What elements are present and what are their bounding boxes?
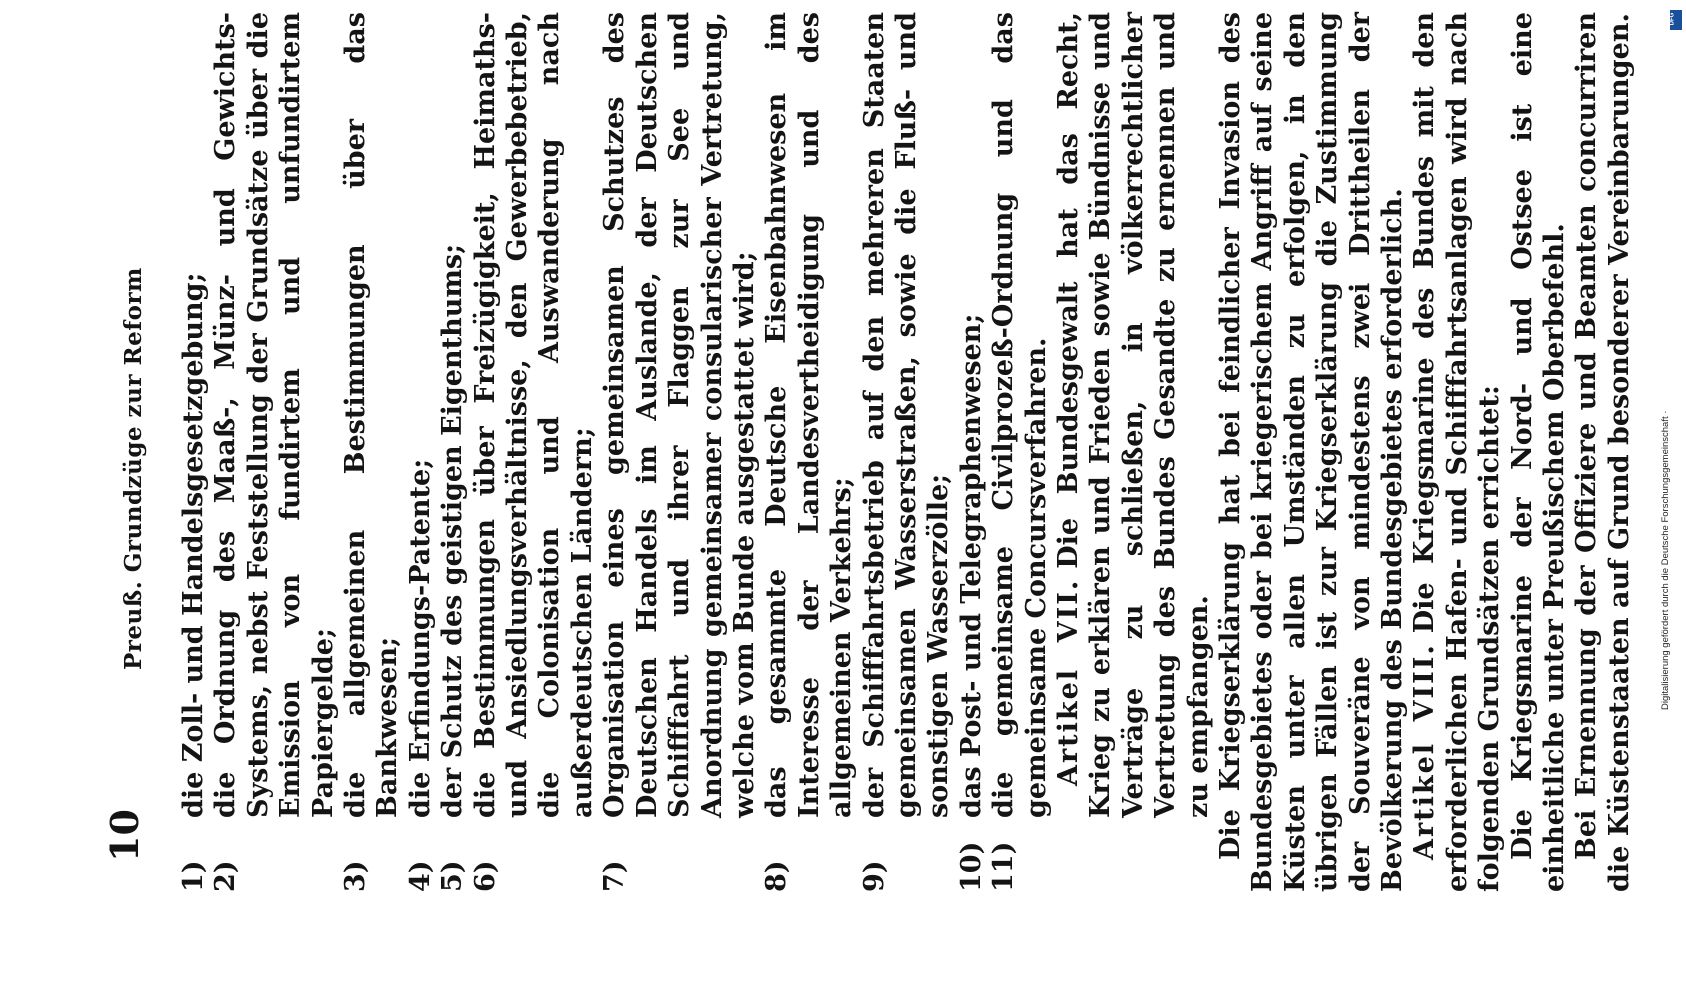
- list-item-text: die Bestimmungen über Freizügigkeit, Heimaths- und Ansiedlungsverhältnisse, den Gewerbebetrieb, die Colonisation und Auswanderung nach außerdeutschen Ländern;: [469, 12, 598, 818]
- list-item: [761, 12, 858, 892]
- dfg-logo: DFG: [1670, 10, 1682, 30]
- list-item-text: Organisation eines gemeinsamen Schutzes des Deutschen Handels im Auslande, der Deutschen Schifffahrt und ihrer Flaggen zur See und Anordnung gemeinsamer consularischer Vertretung, welche vom Bunde ausgestattet wird;: [599, 12, 760, 818]
- page-number: 10: [102, 809, 147, 862]
- list-item-number: 9): [858, 860, 890, 892]
- list-item-text: die Ordnung des Maaß-, Münz- und Gewichts-Systems, nebst Feststellung der Grundsätze über die Emission von fundirtem und unfundirtem Papiergelde;: [210, 12, 339, 818]
- enumerated-list: [178, 12, 1053, 892]
- list-item: [470, 12, 600, 892]
- list-item-text: die Erfindungs-Patente;: [404, 458, 436, 818]
- list-item: [340, 12, 405, 892]
- list-item-number: 3): [340, 860, 372, 892]
- digitization-credit: Digitalisierung gefördert durch die Deutsche Forschungsgemeinschaft ·: [1660, 410, 1671, 710]
- list-item: [210, 12, 340, 892]
- list-item: [437, 12, 469, 892]
- list-item-text: die allgemeinen Bestimmungen über das Bankwesen;: [340, 12, 404, 818]
- list-item-number: 1): [178, 860, 209, 892]
- list-item: [956, 12, 988, 892]
- list-item-number: 8): [761, 860, 793, 892]
- scanned-page: [86, 0, 1686, 1000]
- list-item-number: 7): [599, 860, 631, 892]
- article-7-paragraph-2: Die Kriegserklärung hat bei feindlicher Invasion des Bundesgebietes oder bei kriegerischem Angriff auf seine Küsten unter allen Umständen zu erfolgen, in den übrigen Fällen ist zur Kriegserklärung die Zustimmung der Souveräne von mindestens zwei Drittheilen der Bevölkerung des Bundesgebietes erforderlich.: [1215, 12, 1409, 892]
- list-item-number: 5): [437, 860, 469, 892]
- list-item-number: 2): [210, 860, 242, 892]
- list-item-text: der Schutz des geistigen Eigenthums;: [437, 243, 469, 818]
- list-item-text: die gemeinsame Civilprozeß-Ordnung und das gemeinsame Concursverfahren.: [988, 12, 1052, 818]
- list-item-number: 6): [469, 860, 501, 892]
- list-item-text: das gesammte Deutsche Eisenbahnwesen im Interesse der Landesvertheidigung und des allgemeinen Verkehrs;: [761, 12, 858, 818]
- article-8: [1409, 12, 1506, 892]
- list-item: [178, 12, 210, 892]
- list-item-text: das Post- und Telegraphenwesen;: [955, 313, 987, 818]
- list-item: [599, 12, 761, 892]
- article-7: [1053, 12, 1215, 892]
- page-body: [178, 12, 1636, 892]
- list-item-text: der Schifffahrtsbetrieb auf den mehreren Staaten gemeinsamen Wasserstraßen, sowie die Fluß- und sonstigen Wasserzölle;: [858, 12, 955, 818]
- article-8-paragraph-3: Bei Ernennung der Offiziere und Beamten concurriren die Küstenstaaten auf Grund besonderer Vereinbarungen.: [1571, 12, 1635, 892]
- article-8-label: Artikel VIII.: [1409, 643, 1441, 860]
- running-head: Preuß. Grundzüge zur Reform: [120, 267, 147, 670]
- list-item-text: die Zoll- und Handelsgesetzgebung;: [178, 272, 209, 818]
- list-item-number: 4): [404, 860, 436, 892]
- article-7-text: Die Bundesgewalt hat das Recht, Krieg zu erklären und Frieden sowie Bündnisse und Verträge zu schließen, in völkerrechtlicher Vertretung des Bundes Gesandte zu ernennen und zu empfangen.: [1052, 12, 1214, 818]
- list-item: [988, 12, 1053, 892]
- list-item-number: 10): [955, 841, 987, 892]
- article-8-paragraph-2: Die Kriegsmarine der Nord- und Ostsee ist eine einheitliche unter Preußischem Oberbefehl.: [1506, 12, 1571, 892]
- list-item: [859, 12, 956, 892]
- list-item: [405, 12, 437, 892]
- article-8-text: Die Kriegsmarine des Bundes mit den erforderlichen Hafen- und Schifffahrtsanlagen wird nach folgenden Grundsätzen errichtet:: [1409, 11, 1506, 892]
- list-item-number: 11): [988, 841, 1020, 892]
- article-7-label: Artikel VII.: [1052, 578, 1084, 786]
